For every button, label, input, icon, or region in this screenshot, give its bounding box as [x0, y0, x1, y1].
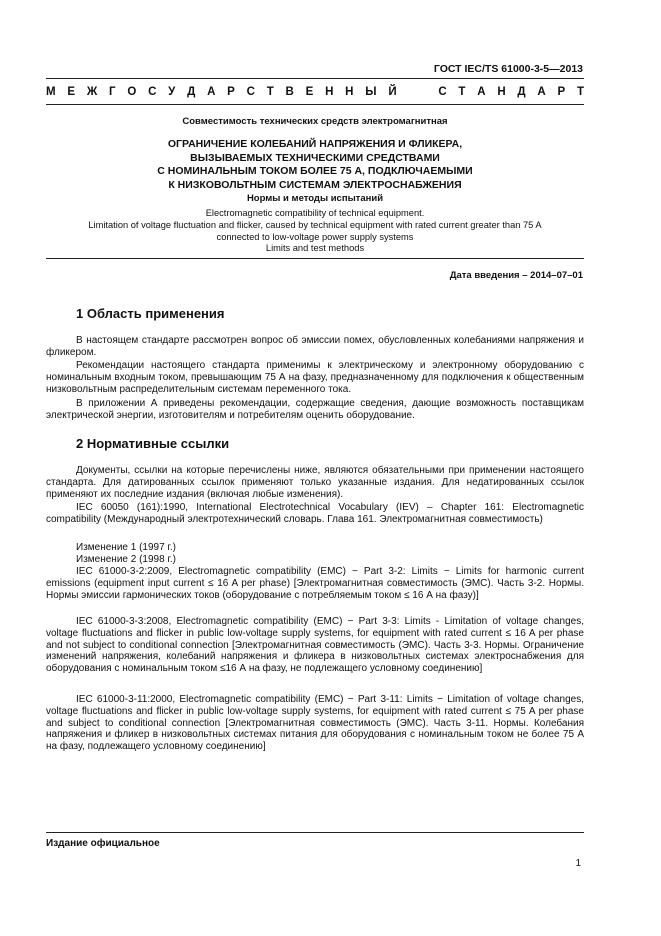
heading-letter: С [148, 86, 157, 98]
heading-letter: Й [388, 86, 397, 98]
edition-label: Издание официальное [46, 838, 160, 849]
reference-entry: IEC 61000-3-2:2009, Electromagnetic compatibility (EMC) − Part 3-2: Limits − Limits for harmonic current emissions (equipment input current ≤ 16 A per phase) [Электромагнитная совместимость (ЭМС). Часть 3-2. Нормы. Нормы эмиссии гармонических токов (оборудование с потребляемым током ≤ 16 А на фазу)] [46, 566, 584, 601]
paragraph: Документы, ссылки на которые перечислены ниже, являются обязательными при применении настоящего стандарта. Для датированных ссылок применяют только указанные издания. Для недатированных ссылок применяют их последние издания (включая любые изменения). [46, 465, 584, 500]
heading-letter: Р [557, 86, 566, 98]
heading-letter [423, 86, 426, 98]
heading-letter: С [246, 86, 255, 98]
heading-letter: О [127, 86, 137, 98]
reference-entry: IEC 61000-3-11:2000, Electromagnetic compatibility (EMC) − Part 3-11: Limits − Limitation of voltage changes, voltage fluctuations and flicker in public low-voltage supply systems, for equipment with rated current ≤ 75 A per phase and subject to conditional connection [Электромагнитная совместимость (ЭМС). Часть 3-11. Нормы. Колебания напряжения и фликер в низковольтных системах питания для оборудования с номинальным током не более 75 А на фазу, подлежащего условному соединению] [46, 694, 584, 753]
date-introduced: Дата введения – 2014–07–01 [449, 270, 583, 281]
reference-entry: IEC 61000-3-3:2008, Electromagnetic compatibility (EMC) − Part 3-3: Limits - Limitation of voltage changes, voltage fluctuations and flicker in public low-voltage supply systems, for equipment with rated current ≤ 16 A per phase and not subject to conditional connection [Электромагнитная совместимость (ЭМС). Часть 3-3. Нормы. Ограничение изменений напряжения, колебаний напряжения и фликера в низковольтных системах электроснабжения для оборудования с номинальным током ≤16 А на фазу, не подлежащего условному соединению] [46, 616, 584, 675]
footer-rule [46, 832, 584, 833]
heading-letter: Т [576, 86, 584, 98]
document-title [46, 138, 584, 206]
heading-letter: Е [305, 86, 314, 98]
reference-entry: IEC 60050 (161):1990, International Electrotechnical Vocabulary (IEV) – Chapter 161: Electromagnetic compatibility (Международный электротехнический словарь. Глава 161. Электромагнитная совместимость) [46, 502, 584, 525]
heading-letter: Н [497, 86, 506, 98]
header-rule [46, 78, 584, 79]
heading-letter: Д [517, 86, 526, 98]
page-number: 1 [575, 858, 581, 869]
english-title-line: Electromagnetic compatibility of technical equipment. [205, 208, 425, 218]
heading-letter: А [207, 86, 216, 98]
section-1-heading: 1 Область применения [76, 306, 225, 321]
paragraph: Рекомендации настоящего стандарта применимы к электрическому и электронному оборудованию с номинальным входным током, превышающим 75 А на фазу, предназначенному для подключения к общественным низковольтным распределительным системам переменного тока. [46, 360, 584, 395]
heading-letter: С [438, 86, 447, 98]
heading-letter: А [537, 86, 546, 98]
title-category: Совместимость технических средств электромагнитная [182, 116, 448, 127]
title-line: ОГРАНИЧЕНИЕ КОЛЕБАНИЙ НАПРЯЖЕНИЯ И ФЛИКЕРА, [167, 138, 463, 150]
title-rule [46, 258, 584, 259]
heading-letter: Г [109, 86, 116, 98]
heading-letter: В [285, 86, 294, 98]
document-number: ГОСТ IEC/TS 61000-3-5—2013 [433, 63, 583, 75]
standard-type-heading [46, 86, 584, 98]
amendment-entry: Изменение 2 (1998 г.) [76, 554, 176, 565]
amendment-entry: Изменение 1 (1997 г.) [76, 542, 176, 553]
heading-letter [408, 86, 411, 98]
heading-letter: Т [266, 86, 274, 98]
heading-letter: М [46, 86, 56, 98]
heading-letter: А [477, 86, 486, 98]
heading-letter: Е [67, 86, 76, 98]
heading-letter: Р [227, 86, 235, 98]
english-title [46, 208, 584, 255]
section-2-heading: 2 Нормативные ссылки [76, 436, 230, 451]
english-title-line: Limitation of voltage fluctuation and flicker, caused by technical equipment with rated current greater than 75 A [88, 219, 542, 230]
title-line: К НИЗКОВОЛЬТНЫМ СИСТЕМАМ ЭЛЕКТРОСНАБЖЕНИЯ [168, 178, 462, 191]
heading-letter: Ы [365, 86, 377, 98]
title-line: ВЫЗЫВАЕМЫХ ТЕХНИЧЕСКИМИ СРЕДСТВАМИ [190, 151, 440, 164]
title-line: С НОМИНАЛЬНЫМ ТОКОМ БОЛЕЕ 75 А, ПОДКЛЮЧАЕМЫМИ [157, 165, 473, 177]
english-title-line: Limits and test methods [265, 243, 365, 254]
heading-letter: Н [325, 86, 334, 98]
heading-letter: Ж [86, 86, 98, 98]
english-title-line: connected to low-voltage power supply systems [216, 231, 414, 242]
heading-letter: Д [187, 86, 196, 98]
heading-letter: У [168, 86, 176, 98]
header-rule-bottom [46, 104, 584, 105]
title-subtitle: Нормы и методы испытаний [246, 193, 384, 204]
paragraph: В настоящем стандарте рассмотрен вопрос об эмиссии помех, обусловленных колебаниями напряжения и фликером. [46, 335, 584, 358]
heading-letter: Т [458, 86, 466, 98]
heading-letter: Н [345, 86, 354, 98]
paragraph: В приложении А приведены рекомендации, содержащие сведения, дающие возможность поставщикам электрической энергии, изготовителям и потребителям оценить оборудование. [46, 398, 584, 421]
